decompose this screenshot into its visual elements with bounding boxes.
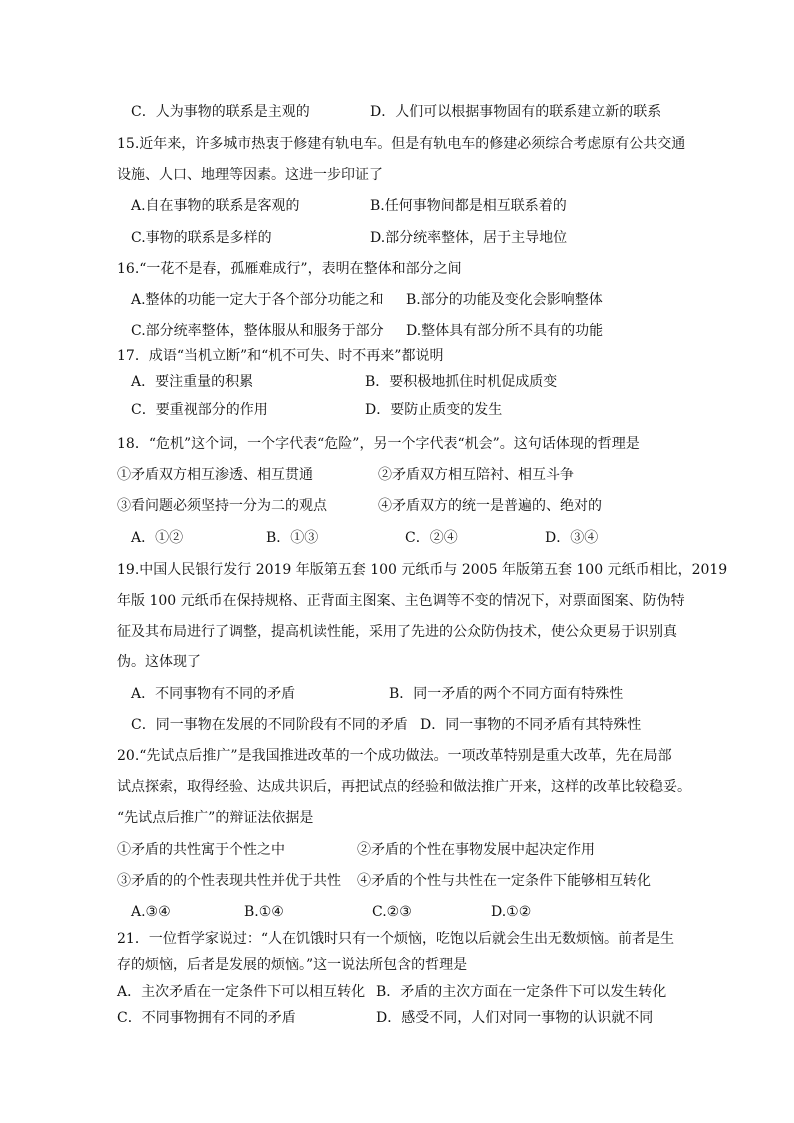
question-21-options-ab	[0, 982, 794, 1002]
question-16-options-ab	[0, 290, 794, 310]
question-15-options-cd	[0, 228, 794, 248]
question-15-stem-line-1: 15.近年来，许多城市热衷于修建有轨电车。但是有轨电车的修建必须综合考虑原有公共交通	[117, 136, 686, 152]
option-a: A．不同事物有不同的矛盾	[131, 686, 296, 702]
option-a: A.整体的功能一定大于各个部分功能之和	[131, 292, 384, 308]
option-d: D．要防止质变的发生	[365, 402, 503, 418]
option-d: D．同一事物的不同矛盾有其特殊性	[420, 717, 642, 733]
option-b: B．矛盾的主次方面在一定条件下可以发生转化	[376, 984, 667, 1000]
question-19-options-ab	[0, 684, 794, 704]
option-c: C．同一事物在发展的不同阶段有不同的矛盾	[131, 717, 408, 733]
option-b: B.部分的功能及变化会影响整体	[406, 292, 603, 308]
question-17-stem: 17．成语“当机立断”和“机不可失、时不再来”都说明	[117, 348, 444, 364]
question-18-options	[0, 528, 794, 548]
option-c: C.事物的联系是多样的	[131, 230, 272, 246]
question-19-stem-line-3: 征及其布局进行了调整，提高机读性能，采用了先进的公众防伪技术，使公众更易于识别真	[117, 624, 677, 640]
option-b: B.任何事物间都是相互联系着的	[370, 198, 567, 214]
question-15-options-ab	[0, 196, 794, 216]
question-19-stem-line-1: 19.中国人民银行发行 2019 年版第五套 100 元纸币与 2005 年版第五套 100 元纸币相比，2019	[117, 562, 728, 578]
question-20-stem-line-3: “先试点后推广”的辩证法依据是	[117, 810, 314, 826]
option-d: D．感受不同，人们对同一事物的认识就不同	[376, 1010, 654, 1026]
option-c: C．要重视部分的作用	[131, 402, 268, 418]
option-a: A.③④	[131, 904, 171, 920]
question-20-statements-12	[0, 840, 794, 860]
question-18-stem: 18．“危机”这个词，一个字代表“危险”，另一个字代表“机会”。这句话体现的哲理是	[117, 436, 640, 452]
option-d: D.部分统率整体，居于主导地位	[370, 230, 568, 246]
question-20-options	[0, 902, 794, 922]
option-a: A．要注重量的积累	[131, 374, 254, 390]
question-20-stem-line-1: 20.“先试点后推广”是我国推进改革的一个成功做法。一项改革特别是重大改革，先在局部	[117, 748, 672, 764]
option-b: B．同一矛盾的两个不同方面有特殊性	[389, 686, 624, 702]
option-c: C.②③	[372, 904, 412, 920]
question-21-stem-line-1: 21．一位哲学家说过：“人在饥饿时只有一个烦恼，吃饱以后就会生出无数烦恼。前者是生	[117, 931, 674, 947]
question-14-options-cd	[0, 102, 794, 122]
statement-4: ④矛盾的个性与共性在一定条件下能够相互转化	[357, 873, 651, 889]
question-18-statements-12	[0, 465, 794, 485]
option-a: A．主次矛盾在一定条件下可以相互转化	[117, 984, 366, 1000]
question-16-options-cd	[0, 321, 794, 341]
statement-2: ②矛盾的个性在事物发展中起决定作用	[357, 842, 595, 858]
option-b: B.①④	[244, 904, 284, 920]
statement-3: ③矛盾的的个性表现共性并优于共性	[117, 873, 341, 889]
question-17-options-ab	[0, 372, 794, 392]
question-19-stem-line-4: 伪。这体现了	[117, 654, 201, 670]
question-16-stem: 16.“一花不是春，孤雁难成行”，表明在整体和部分之间	[117, 261, 462, 277]
question-17-options-cd	[0, 400, 794, 420]
question-19-options-cd	[0, 715, 794, 735]
option-c: C.部分统率整体，整体服从和服务于部分	[131, 323, 384, 339]
option-a: A．①②	[131, 530, 184, 546]
statement-1: ①矛盾的共性寓于个性之中	[117, 842, 285, 858]
question-20-stem-line-2: 试点探索，取得经验、达成共识后，再把试点的经验和做法推广开来，这样的改革比较稳妥。	[117, 779, 691, 795]
option-b: B．要积极地抓住时机促成质变	[365, 374, 558, 390]
question-21-stem-line-2: 存的烦恼，后者是发展的烦恼。”这一说法所包含的哲理是	[117, 957, 468, 973]
statement-2: ②矛盾双方相互陪衬、相互斗争	[378, 467, 574, 483]
question-21-options-cd	[0, 1008, 794, 1028]
option-a: A.自在事物的联系是客观的	[131, 198, 300, 214]
option-c: C．不同事物拥有不同的矛盾	[117, 1010, 296, 1026]
option-d: D．③④	[545, 530, 599, 546]
statement-4: ④矛盾双方的统一是普遍的、绝对的	[378, 498, 602, 514]
option-b: B．①③	[266, 530, 319, 546]
option-d: D.整体具有部分所不具有的功能	[406, 323, 604, 339]
statement-1: ①矛盾双方相互渗透、相互贯通	[117, 467, 313, 483]
question-18-statements-34	[0, 496, 794, 516]
option-c: C．人为事物的联系是主观的	[131, 104, 310, 120]
option-d: D.①②	[491, 904, 532, 920]
option-c: C．②④	[405, 530, 458, 546]
question-15-stem-line-2: 设施、人口、地理等因素。这进一步印证了	[117, 167, 383, 183]
option-d: D．人们可以根据事物固有的联系建立新的联系	[370, 104, 662, 120]
statement-3: ③看问题必须坚持一分为二的观点	[117, 498, 327, 514]
question-20-statements-34	[0, 871, 794, 891]
question-19-stem-line-2: 年版 100 元纸币在保持规格、正背面主图案、主色调等不变的情况下，对票面图案、防伪特	[117, 593, 685, 609]
